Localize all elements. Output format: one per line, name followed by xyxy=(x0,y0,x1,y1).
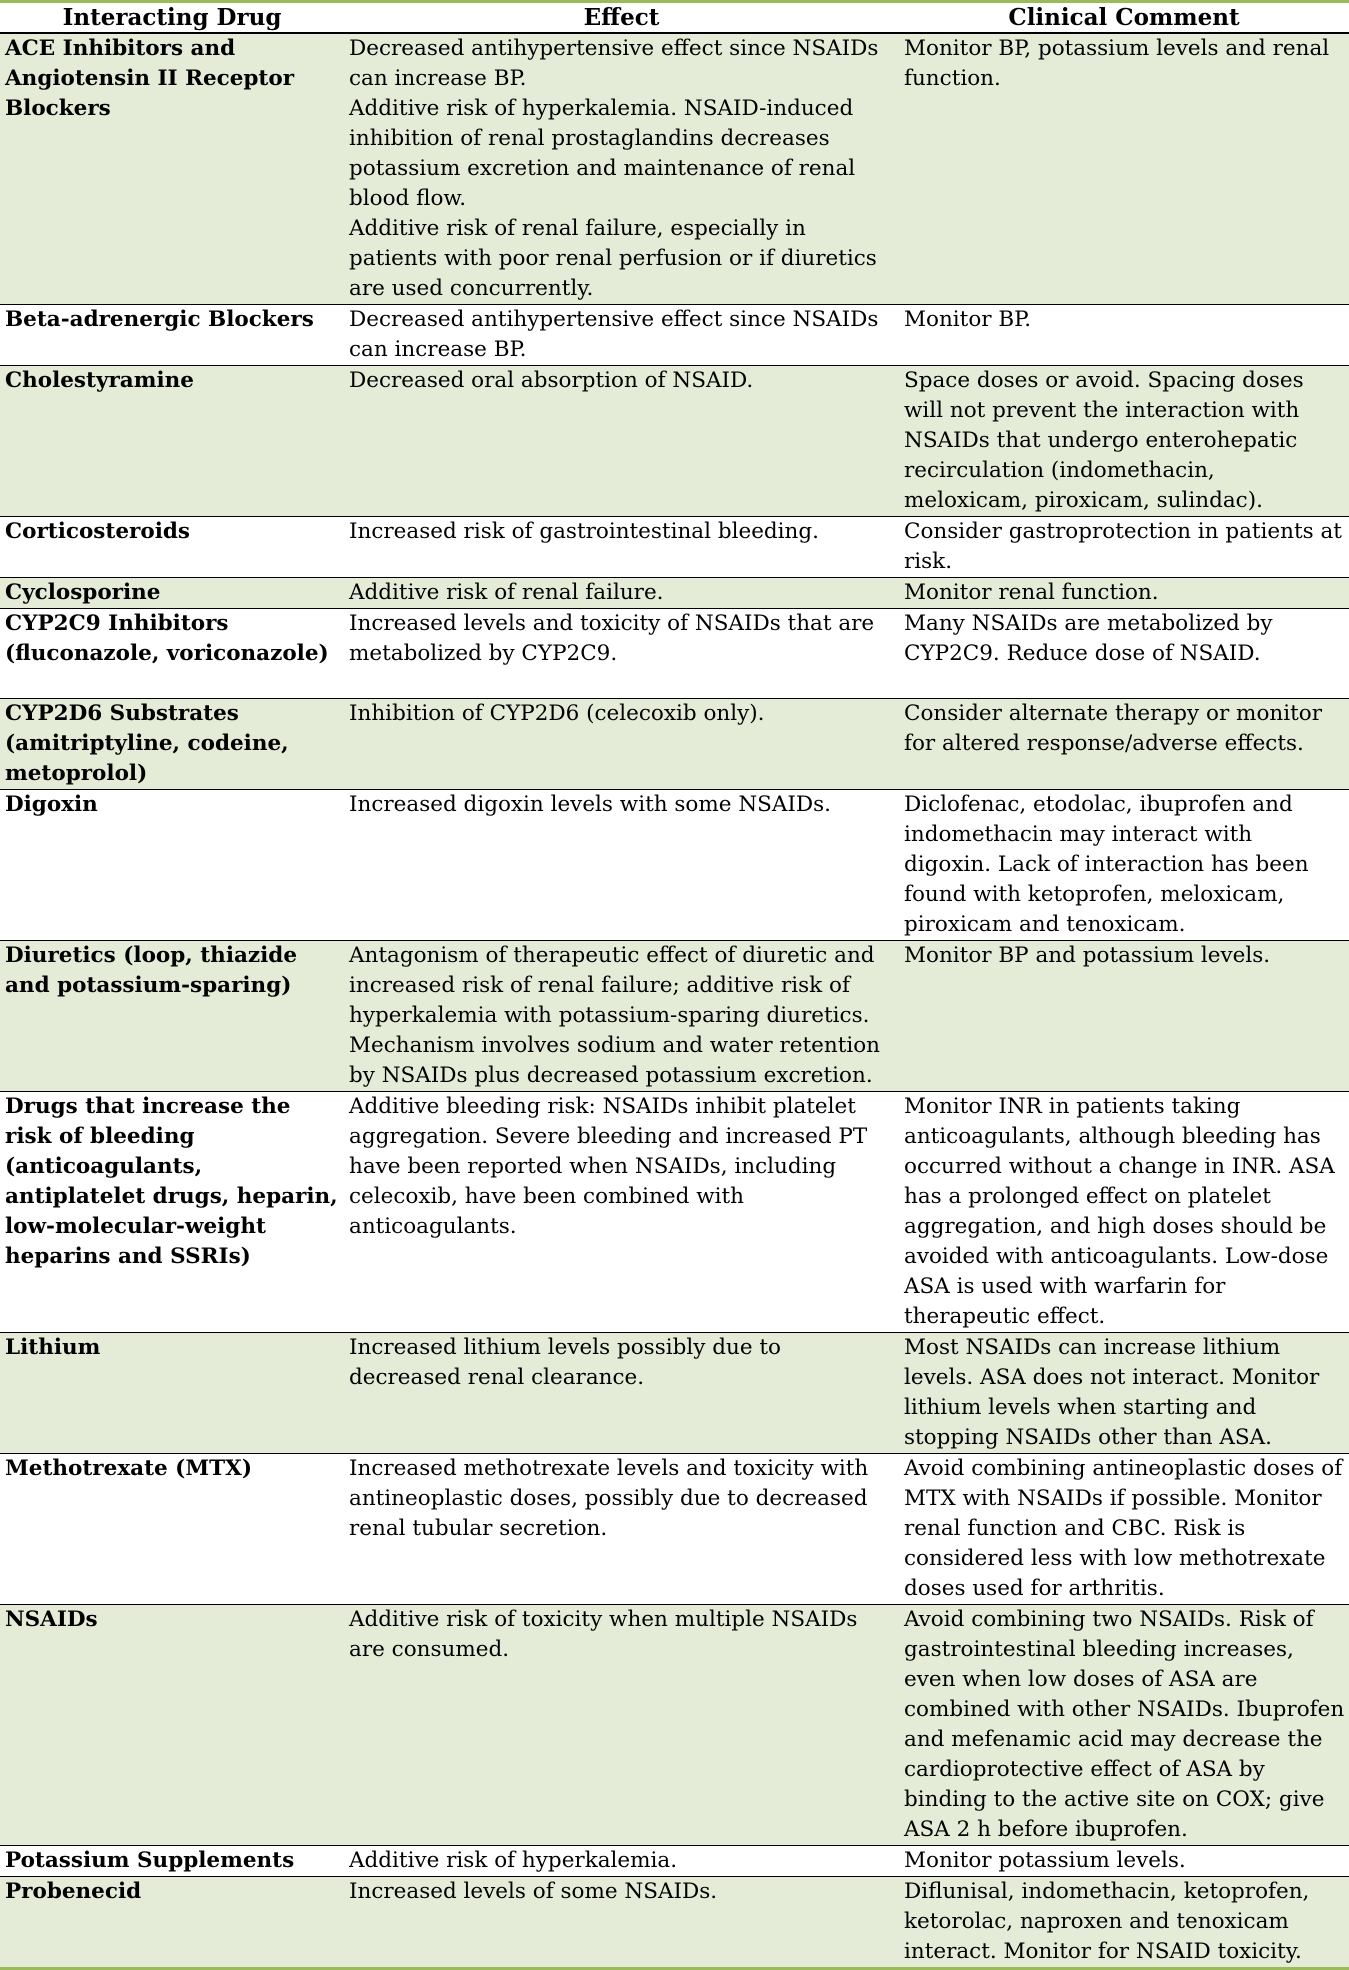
effect-paragraph: Increased levels of some NSAIDs. xyxy=(349,1879,718,1904)
comment-cell: Avoid combining antineoplastic doses of MTX with NSAIDs if possible. Monitor renal function and CBC. Risk is considered less with low methotrexate doses used for arthritis. xyxy=(899,1454,1349,1605)
table-row xyxy=(0,1333,1349,1454)
effect-paragraph: Decreased antihypertensive effect since NSAIDs can increase BP. xyxy=(349,36,879,91)
comment-cell: Avoid combining two NSAIDs. Risk of gastrointestinal bleeding increases, even when low doses of ASA are combined with other NSAIDs. Ibuprofen and mefenamic acid may decrease the cardioprotective effect of ASA by binding to the active site on COX; give ASA 2 h before ibuprofen. xyxy=(899,1605,1349,1846)
drug-cell: Potassium Supplements xyxy=(0,1846,344,1877)
header-effect: Effect xyxy=(344,2,899,34)
table-row xyxy=(0,699,1349,790)
comment-cell: Monitor INR in patients taking anticoagulants, although bleeding has occurred without a change in INR. ASA has a prolonged effect on platelet aggregation, and high doses should be avoided with anticoagulants. Low-dose ASA is used with warfarin for therapeutic effect. xyxy=(899,1092,1349,1333)
effect-paragraph: Increased lithium levels possibly due to decreased renal clearance. xyxy=(349,1335,781,1390)
effect-paragraph: Additive bleeding risk: NSAIDs inhibit platelet aggregation. Severe bleeding and increased PT have been reported when NSAIDs, including celecoxib, have been combined with anticoagulants. xyxy=(349,1094,868,1239)
effect-cell xyxy=(344,578,899,609)
table-row xyxy=(0,578,1349,609)
effect-cell xyxy=(344,1846,899,1877)
effect-cell xyxy=(344,517,899,578)
comment-cell: Monitor potassium levels. xyxy=(899,1846,1349,1877)
effect-cell xyxy=(344,1092,899,1333)
table-row xyxy=(0,366,1349,517)
table-row xyxy=(0,1846,1349,1877)
comment-cell: Monitor BP and potassium levels. xyxy=(899,941,1349,1092)
header-clinical-comment: Clinical Comment xyxy=(899,2,1349,34)
effect-cell xyxy=(344,790,899,941)
effect-paragraph: Additive risk of hyperkalemia. NSAID-induced inhibition of renal prostaglandins decreases potassium excretion and maintenance of renal blood flow. xyxy=(349,96,856,211)
effect-paragraph: Increased levels and toxicity of NSAIDs that are metabolized by CYP2C9. xyxy=(349,611,875,666)
effect-cell xyxy=(344,1333,899,1454)
effect-cell xyxy=(344,941,899,1092)
comment-cell: Monitor BP, potassium levels and renal function. xyxy=(899,33,1349,305)
table-row xyxy=(0,609,1349,699)
drug-cell: Probenecid xyxy=(0,1877,344,1969)
drug-cell: NSAIDs xyxy=(0,1605,344,1846)
effect-paragraph: Increased risk of gastrointestinal bleeding. xyxy=(349,519,819,544)
effect-cell xyxy=(344,305,899,366)
effect-paragraph: Decreased oral absorption of NSAID. xyxy=(349,368,754,393)
effect-paragraph: Inhibition of CYP2D6 (celecoxib only). xyxy=(349,701,765,726)
table-row xyxy=(0,305,1349,366)
effect-paragraph: Additive risk of renal failure. xyxy=(349,580,664,605)
comment-cell: Monitor renal function. xyxy=(899,578,1349,609)
effect-paragraph: Decreased antihypertensive effect since NSAIDs can increase BP. xyxy=(349,307,879,362)
comment-cell: Consider gastroprotection in patients at risk. xyxy=(899,517,1349,578)
drug-cell: Lithium xyxy=(0,1333,344,1454)
drug-cell: CYP2C9 Inhibitors (fluconazole, voriconazole) xyxy=(0,609,344,699)
effect-cell xyxy=(344,33,899,305)
table-row xyxy=(0,1454,1349,1605)
drug-cell: ACE Inhibitors and Angiotensin II Receptor Blockers xyxy=(0,33,344,305)
comment-cell: Consider alternate therapy or monitor for altered response/adverse effects. xyxy=(899,699,1349,790)
comment-cell: Diclofenac, etodolac, ibuprofen and indomethacin may interact with digoxin. Lack of interaction has been found with ketoprofen, meloxicam, piroxicam and tenoxicam. xyxy=(899,790,1349,941)
drug-cell: Methotrexate (MTX) xyxy=(0,1454,344,1605)
drug-cell: Digoxin xyxy=(0,790,344,941)
table-row xyxy=(0,941,1349,1092)
drug-cell: CYP2D6 Substrates (amitriptyline, codeine, metoprolol) xyxy=(0,699,344,790)
table-row xyxy=(0,1877,1349,1969)
effect-paragraph: Additive risk of toxicity when multiple NSAIDs are consumed. xyxy=(349,1607,858,1662)
comment-cell: Monitor BP. xyxy=(899,305,1349,366)
effect-cell xyxy=(344,366,899,517)
drug-cell: Drugs that increase the risk of bleeding (anticoagulants, antiplatelet drugs, heparin, low-molecular-weight heparins and SSRIs) xyxy=(0,1092,344,1333)
drug-cell: Beta-adrenergic Blockers xyxy=(0,305,344,366)
drug-cell: Diuretics (loop, thiazide and potassium-sparing) xyxy=(0,941,344,1092)
table-row xyxy=(0,33,1349,305)
comment-cell: Many NSAIDs are metabolized by CYP2C9. Reduce dose of NSAID. xyxy=(899,609,1349,699)
effect-paragraph: Additive risk of hyperkalemia. xyxy=(349,1848,678,1873)
drug-cell: Cyclosporine xyxy=(0,578,344,609)
header-interacting-drug: Interacting Drug xyxy=(0,2,344,34)
effect-paragraph: Antagonism of therapeutic effect of diuretic and increased risk of renal failure; additive risk of hyperkalemia with potassium-sparing diuretics. Mechanism involves sodium and water retention by NSAIDs plus decreased potassium excretion. xyxy=(349,943,881,1088)
effect-cell xyxy=(344,1605,899,1846)
effect-paragraph: Increased digoxin levels with some NSAIDs. xyxy=(349,792,831,817)
table-row xyxy=(0,790,1349,941)
comment-cell: Diflunisal, indomethacin, ketoprofen, ketorolac, naproxen and tenoxicam interact. Monitor for NSAID toxicity. xyxy=(899,1877,1349,1969)
effect-paragraph: Increased methotrexate levels and toxicity with antineoplastic doses, possibly due to decreased renal tubular secretion. xyxy=(349,1456,869,1541)
effect-cell xyxy=(344,1454,899,1605)
table-header-row xyxy=(0,2,1349,34)
effect-cell xyxy=(344,699,899,790)
table-row xyxy=(0,1092,1349,1333)
table-row xyxy=(0,1605,1349,1846)
comment-cell: Space doses or avoid. Spacing doses will not prevent the interaction with NSAIDs that undergo enterohepatic recirculation (indomethacin, meloxicam, piroxicam, sulindac). xyxy=(899,366,1349,517)
table-row xyxy=(0,517,1349,578)
effect-cell xyxy=(344,1877,899,1969)
effect-paragraph: Additive risk of renal failure, especially in patients with poor renal perfusion or if diuretics are used concurrently. xyxy=(349,216,877,301)
comment-cell: Most NSAIDs can increase lithium levels. ASA does not interact. Monitor lithium levels when starting and stopping NSAIDs other than ASA. xyxy=(899,1333,1349,1454)
effect-cell xyxy=(344,609,899,699)
drug-cell: Corticosteroids xyxy=(0,517,344,578)
drug-cell: Cholestyramine xyxy=(0,366,344,517)
